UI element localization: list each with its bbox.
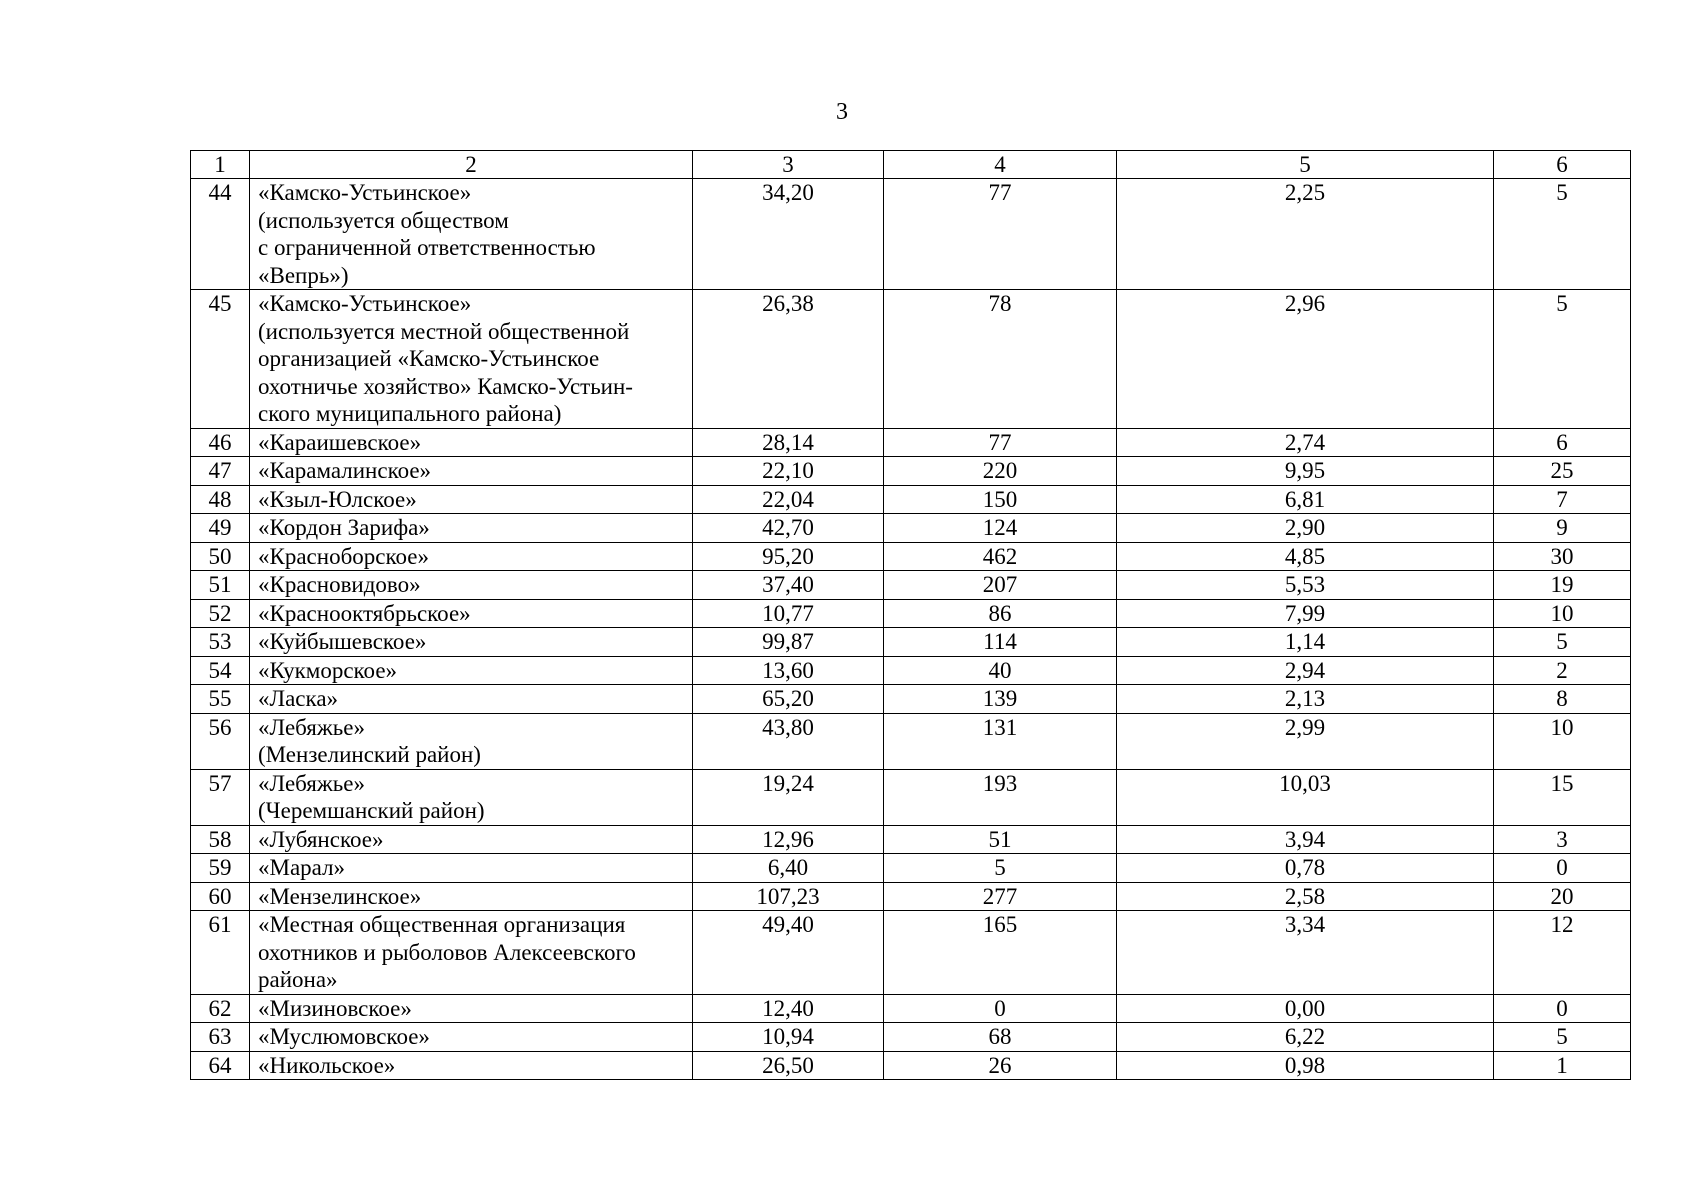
hunting-ground-name-cell: [250, 854, 693, 883]
column-6-cell: 5: [1494, 1023, 1631, 1052]
column-5-cell: 2,13: [1117, 685, 1494, 714]
column-3-cell: 22,04: [693, 485, 884, 514]
table-row: [191, 825, 1631, 854]
header-cell: 1: [191, 151, 250, 179]
hunting-ground-name-cell: [250, 290, 693, 429]
column-6-cell: 9: [1494, 514, 1631, 543]
table-row: [191, 179, 1631, 290]
column-3-cell: 42,70: [693, 514, 884, 543]
table-row: [191, 628, 1631, 657]
row-number-cell: 56: [191, 713, 250, 769]
column-3-cell: 99,87: [693, 628, 884, 657]
table-row: [191, 994, 1631, 1023]
column-4-cell: 78: [884, 290, 1117, 429]
hunting-ground-name-cell: [250, 485, 693, 514]
name-line: «Лубянское»: [258, 826, 384, 852]
hunting-ground-name-cell: [250, 457, 693, 486]
table-row: [191, 571, 1631, 600]
column-6-cell: 30: [1494, 542, 1631, 571]
name-line: «Кзыл-Юлское»: [258, 486, 417, 512]
column-4-cell: 5: [884, 854, 1117, 883]
hunting-ground-name-cell: [250, 769, 693, 825]
column-3-cell: 28,14: [693, 428, 884, 457]
column-6-cell: 15: [1494, 769, 1631, 825]
name-line: «Мизиновское»: [258, 995, 412, 1021]
name-line: организацией «Камско-Устьинское: [258, 346, 600, 371]
column-3-cell: 37,40: [693, 571, 884, 600]
table-row: [191, 685, 1631, 714]
column-6-cell: 10: [1494, 599, 1631, 628]
column-5-cell: 2,94: [1117, 656, 1494, 685]
table-row: [191, 882, 1631, 911]
name-line: охотников и рыболовов Алексеевского: [258, 939, 636, 965]
name-line: «Красновидово»: [258, 572, 421, 597]
name-line: «Муслюмовское»: [258, 1024, 430, 1049]
column-3-cell: 26,50: [693, 1051, 884, 1080]
column-3-cell: 12,96: [693, 825, 884, 854]
name-line: ского муниципального района): [258, 401, 562, 426]
name-line: «Краснооктябрьское»: [258, 600, 471, 626]
row-number-cell: 45: [191, 290, 250, 429]
row-number-cell: 62: [191, 994, 250, 1023]
name-line: «Марал»: [258, 855, 346, 880]
header-cell: 3: [693, 151, 884, 179]
column-4-cell: 124: [884, 514, 1117, 543]
data-table: [190, 150, 1631, 1080]
hunting-ground-name-cell: [250, 656, 693, 685]
row-number-cell: 58: [191, 825, 250, 854]
column-4-cell: 77: [884, 179, 1117, 290]
column-3-cell: 10,94: [693, 1023, 884, 1052]
hunting-ground-name-cell: [250, 713, 693, 769]
table-row: [191, 457, 1631, 486]
row-number-cell: 55: [191, 685, 250, 714]
row-number-cell: 60: [191, 882, 250, 911]
column-3-cell: 49,40: [693, 911, 884, 995]
hunting-ground-name-cell: [250, 628, 693, 657]
row-number-cell: 64: [191, 1051, 250, 1080]
table-row: [191, 713, 1631, 769]
name-line: «Камско-Устьинское»: [258, 291, 472, 316]
table-row: [191, 769, 1631, 825]
column-3-cell: 65,20: [693, 685, 884, 714]
table-row: [191, 290, 1631, 429]
row-number-cell: 44: [191, 179, 250, 290]
name-line: (используется обществом: [258, 207, 509, 233]
column-3-cell: 6,40: [693, 854, 884, 883]
table-row: [191, 656, 1631, 685]
hunting-ground-name-cell: [250, 571, 693, 600]
column-6-cell: 2: [1494, 656, 1631, 685]
column-5-cell: 9,95: [1117, 457, 1494, 486]
row-number-cell: 51: [191, 571, 250, 600]
hunting-ground-name-cell: [250, 994, 693, 1023]
column-6-cell: 10: [1494, 713, 1631, 769]
column-4-cell: 68: [884, 1023, 1117, 1052]
name-line: «Камско-Устьинское»: [258, 180, 472, 205]
column-5-cell: 0,78: [1117, 854, 1494, 883]
row-number-cell: 54: [191, 656, 250, 685]
column-4-cell: 193: [884, 769, 1117, 825]
column-4-cell: 40: [884, 656, 1117, 685]
hunting-ground-name-cell: [250, 599, 693, 628]
column-5-cell: 2,58: [1117, 882, 1494, 911]
column-5-cell: 10,03: [1117, 769, 1494, 825]
column-5-cell: 3,94: [1117, 825, 1494, 854]
name-line: «Никольское»: [258, 1052, 396, 1078]
column-6-cell: 8: [1494, 685, 1631, 714]
column-6-cell: 0: [1494, 994, 1631, 1023]
column-4-cell: 165: [884, 911, 1117, 995]
hunting-ground-name-cell: [250, 514, 693, 543]
table-row: [191, 542, 1631, 571]
header-cell: 5: [1117, 151, 1494, 179]
hunting-ground-name-cell: [250, 685, 693, 714]
column-3-cell: 26,38: [693, 290, 884, 429]
name-line: «Лебяжье»: [258, 714, 365, 740]
column-4-cell: 114: [884, 628, 1117, 657]
column-5-cell: 5,53: [1117, 571, 1494, 600]
table-header-row: [191, 151, 1631, 179]
column-5-cell: 2,74: [1117, 428, 1494, 457]
name-line: «Куйбышевское»: [258, 629, 427, 654]
column-4-cell: 277: [884, 882, 1117, 911]
name-line: «Местная общественная организация: [258, 912, 626, 937]
column-6-cell: 0: [1494, 854, 1631, 883]
hunting-ground-name-cell: [250, 428, 693, 457]
row-number-cell: 57: [191, 769, 250, 825]
column-4-cell: 77: [884, 428, 1117, 457]
column-4-cell: 207: [884, 571, 1117, 600]
column-5-cell: 7,99: [1117, 599, 1494, 628]
column-6-cell: 19: [1494, 571, 1631, 600]
row-number-cell: 63: [191, 1023, 250, 1052]
row-number-cell: 50: [191, 542, 250, 571]
column-5-cell: 1,14: [1117, 628, 1494, 657]
column-4-cell: 150: [884, 485, 1117, 514]
name-line: «Красноборское»: [258, 543, 429, 569]
column-5-cell: 2,96: [1117, 290, 1494, 429]
column-3-cell: 107,23: [693, 882, 884, 911]
row-number-cell: 61: [191, 911, 250, 995]
name-line: «Лебяжье»: [258, 770, 365, 796]
column-5-cell: 0,98: [1117, 1051, 1494, 1080]
row-number-cell: 46: [191, 428, 250, 457]
name-line: «Вепрь»): [258, 262, 349, 288]
header-cell: 2: [250, 151, 693, 179]
column-5-cell: 2,25: [1117, 179, 1494, 290]
name-line: «Ласка»: [258, 686, 339, 711]
column-4-cell: 220: [884, 457, 1117, 486]
hunting-ground-name-cell: [250, 882, 693, 911]
column-3-cell: 95,20: [693, 542, 884, 571]
column-5-cell: 6,22: [1117, 1023, 1494, 1052]
column-4-cell: 462: [884, 542, 1117, 571]
page-number: 3: [836, 99, 848, 125]
column-3-cell: 13,60: [693, 656, 884, 685]
column-4-cell: 131: [884, 713, 1117, 769]
column-5-cell: 2,99: [1117, 713, 1494, 769]
name-line: «Караишевское»: [258, 429, 422, 455]
name-line: «Кордон Зарифа»: [258, 515, 430, 540]
name-line: «Кукморское»: [258, 657, 398, 683]
hunting-ground-name-cell: [250, 542, 693, 571]
column-3-cell: 34,20: [693, 179, 884, 290]
row-number-cell: 52: [191, 599, 250, 628]
name-line: охотничье хозяйство» Камско-Устьин-: [258, 373, 633, 399]
table-row: [191, 599, 1631, 628]
column-6-cell: 5: [1494, 290, 1631, 429]
table-row: [191, 485, 1631, 514]
column-5-cell: 4,85: [1117, 542, 1494, 571]
column-5-cell: 6,81: [1117, 485, 1494, 514]
column-5-cell: 3,34: [1117, 911, 1494, 995]
column-4-cell: 26: [884, 1051, 1117, 1080]
column-6-cell: 20: [1494, 882, 1631, 911]
table-row: [191, 1051, 1631, 1080]
column-3-cell: 19,24: [693, 769, 884, 825]
column-6-cell: 3: [1494, 825, 1631, 854]
name-line: (Черемшанский район): [258, 798, 485, 823]
column-4-cell: 86: [884, 599, 1117, 628]
column-3-cell: 22,10: [693, 457, 884, 486]
name-line: (Мензелинский район): [258, 742, 481, 767]
table-row: [191, 428, 1631, 457]
column-6-cell: 6: [1494, 428, 1631, 457]
column-4-cell: 0: [884, 994, 1117, 1023]
column-6-cell: 25: [1494, 457, 1631, 486]
hunting-ground-name-cell: [250, 825, 693, 854]
column-5-cell: 0,00: [1117, 994, 1494, 1023]
row-number-cell: 59: [191, 854, 250, 883]
column-4-cell: 139: [884, 685, 1117, 714]
column-6-cell: 12: [1494, 911, 1631, 995]
name-line: (используется местной общественной: [258, 318, 630, 344]
column-6-cell: 5: [1494, 179, 1631, 290]
column-3-cell: 12,40: [693, 994, 884, 1023]
name-line: с ограниченной ответственностью: [258, 235, 596, 260]
table-row: [191, 911, 1631, 995]
row-number-cell: 53: [191, 628, 250, 657]
table-row: [191, 854, 1631, 883]
header-cell: 6: [1494, 151, 1631, 179]
column-3-cell: 10,77: [693, 599, 884, 628]
name-line: района»: [258, 967, 338, 992]
hunting-ground-name-cell: [250, 1023, 693, 1052]
column-5-cell: 2,90: [1117, 514, 1494, 543]
header-cell: 4: [884, 151, 1117, 179]
column-4-cell: 51: [884, 825, 1117, 854]
column-6-cell: 7: [1494, 485, 1631, 514]
hunting-ground-name-cell: [250, 1051, 693, 1080]
hunting-ground-name-cell: [250, 911, 693, 995]
table-row: [191, 514, 1631, 543]
row-number-cell: 49: [191, 514, 250, 543]
row-number-cell: 48: [191, 485, 250, 514]
column-6-cell: 5: [1494, 628, 1631, 657]
hunting-ground-name-cell: [250, 179, 693, 290]
column-3-cell: 43,80: [693, 713, 884, 769]
name-line: «Карамалинское»: [258, 458, 432, 483]
name-line: «Мензелинское»: [258, 883, 422, 909]
row-number-cell: 47: [191, 457, 250, 486]
table-row: [191, 1023, 1631, 1052]
column-6-cell: 1: [1494, 1051, 1631, 1080]
